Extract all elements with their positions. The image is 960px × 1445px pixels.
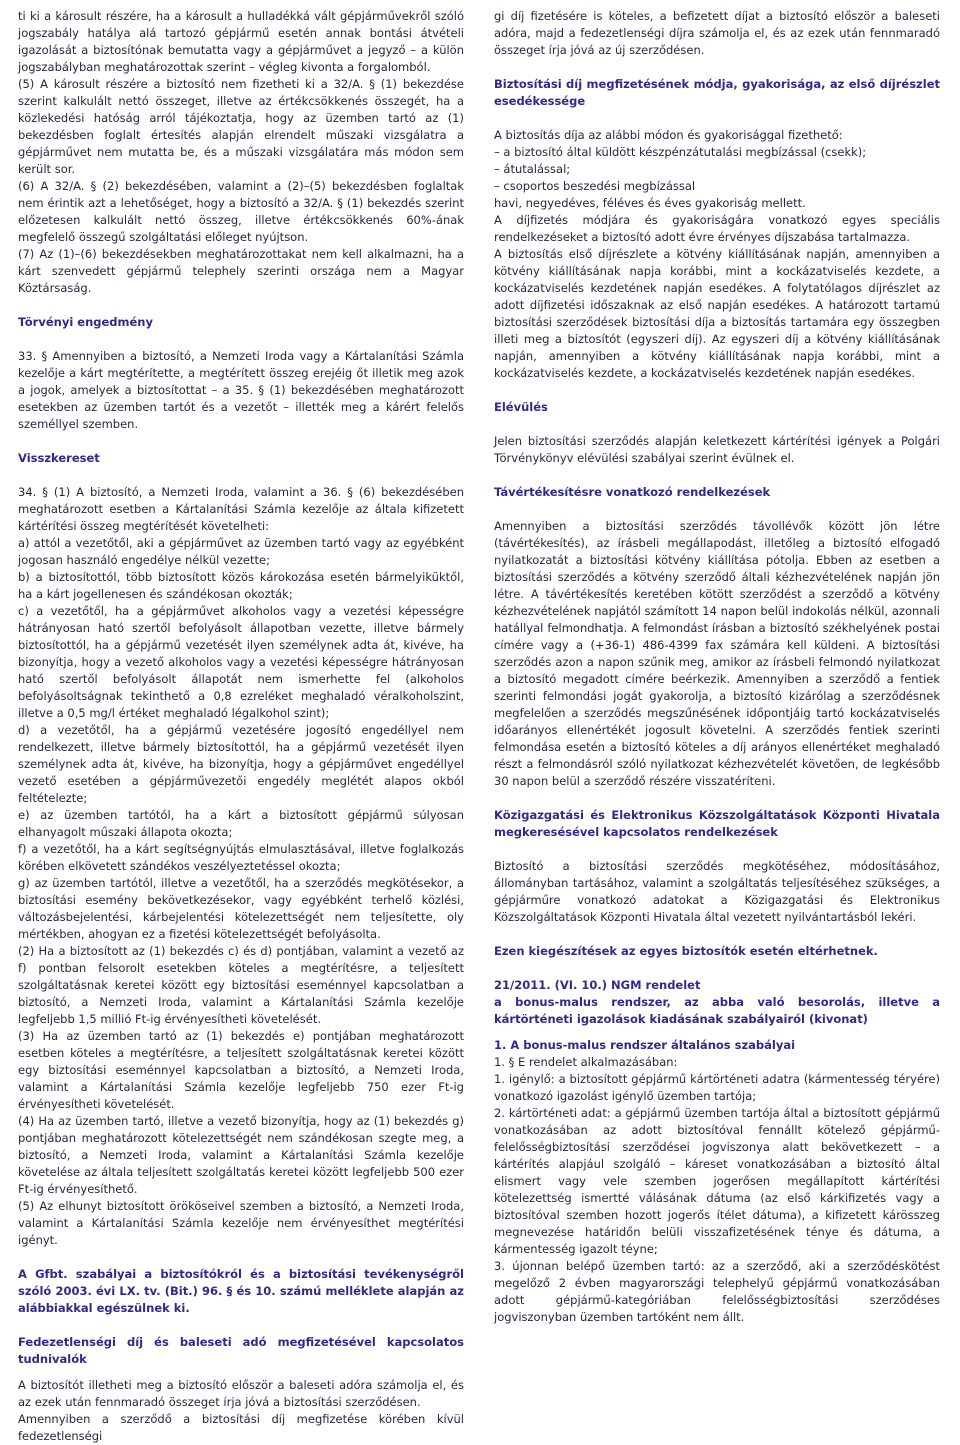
- heading-ngm-rendelet-cim: a bonus-malus rendszer, az abba való besorolás, illetve a kártörténeti igazolások kiadásának szabályairól (kivonat): [494, 995, 940, 1026]
- paragraph-34-4: (4) Ha az üzemben tartó, illetve a vezető bizonyítja, hogy az (1) bekezdés g) pontjában meghatározott kötelezettségét nem szándékosan szegte meg, a biztosító, a Nemzeti Iroda, valamint a Kártalanítási Számla kezelője követelése az általa teljesített szolgáltatás keretei között legfeljebb 500 ezer Ft-ig érvényesíthető.: [18, 1114, 464, 1196]
- paragraph-5: (5) A károsult részére a biztosító nem fizetheti ki a 32/A. § (1) bekezdése szerint kalkulált nettó összeget, illetve az értékcsökkenés összegét, ha a közlekedési hatóság arról tájékoztatja, hogy az üzemben tartó az (1) bekezdésben foglalt értesítés alapján elrendelt műszaki vizsgálatra a gépjárművet nem mutatta be, és a műszaki vizsgálatára más módon sem került sor.: [18, 77, 464, 176]
- paragraph-34-d: d) a vezetőtől, ha a gépjármű vezetésére jogosító engedéllyel nem rendelkezett, illetve bármely biztosítottól, ha a gépjármű vezetését ilyen személynek adta át, kivéve, ha bizonyítja, hogy a gépjárművet engedéllyel vezető esetében a gépjárművezetői engedély meglétét alapos okból feltételezte;: [18, 723, 464, 805]
- paragraph-dijfizetes: A biztosítás díja az alábbi módon és gyakorisággal fizethető:: [494, 128, 843, 142]
- heading-gfbt: A Gfbt. szabályai a biztosítókról és a biztosítási tevékenységről szóló 2003. évi LX. tv. (Bit.) 96. § és 10. számú melléklete alapján az alábbiakkal egészülnek ki.: [18, 1267, 464, 1315]
- heading-elevules: Elévülés: [494, 400, 548, 414]
- paragraph-34-5: (5) Az elhunyt biztosított örököseivel szemben a biztosító, a Nemzeti Iroda, valamint a Kártalanítási Számla kezelője nem érvényesíthet megtérítési igényt.: [18, 1199, 464, 1247]
- paragraph-elevules: Jelen biztosítási szerződés alapján keletkezett kártérítési igények a Polgári Törvénykönyv elévülési szabályai szerint évülnek el.: [494, 434, 940, 465]
- paragraph-34: 34. § (1) A biztosító, a Nemzeti Iroda, valamint a 36. § (6) bekezdésében meghatározott esetben a Kártalanítási Számla kezelője az általa kifizetett kártérítési összeg megtérítését követelheti:: [18, 485, 464, 533]
- list-item-atutalas: – átutalással;: [494, 162, 571, 176]
- paragraph-34-3: (3) Ha az üzemben tartó az (1) bekezdés e) pontjában meghatározott esetben köteles a megtérítésre, a teljesített szolgáltatásnak keretei között egy biztosítási eseménnyel kapcsolatban a biztosító, a Nemzeti Iroda, valamint a Kártalanítási Számla kezelője legfeljebb 750 ezer Ft-ig érvényesítheti követelését.: [18, 1029, 464, 1111]
- heading-torvenyi-engedmeny: Törvényi engedmény: [18, 315, 153, 329]
- paragraph-34-a: a) attól a vezetőtől, aki a gépjárművet az üzemben tartó vagy az egyébként jogosan használó engedélye nélkül vezette;: [18, 536, 464, 567]
- paragraph-34-f: f) a vezetőtől, ha a kárt segítségnyújtás elmulasztásával, illetve foglalkozás körében elkövetett szándékos veszélyeztetéssel okozta;: [18, 842, 464, 873]
- paragraph-1: 1. § E rendelet alkalmazásában:: [494, 1055, 678, 1069]
- paragraph-34-g: g) az üzemben tartótól, illetve a vezetőtől, ha a szerződés megkötésekor, a biztosítási esemény bekövetkezésekor, vagy egyébként terhelő közlési, változásbejelentési, kárbejelentési kötelezettségét nem teljesítette, oly mértékben, ahogyan ez a fizetési kötelezettségét befolyásolta.: [18, 876, 464, 941]
- paragraph-gyakorisag: havi, negyedéves, féléves és éves gyakoriság mellett.: [494, 196, 806, 210]
- paragraph-7: (7) Az (1)–(6) bekezdésekben meghatározottakat nem kell alkalmazni, ha a kárt szenvedett gépjármű telephely szerinti országa nem a Magyar Köztársaság.: [18, 247, 464, 295]
- paragraph-kekkh: Biztosító a biztosítási szerződés megkötéséhez, módosításához, állományban tartásához, valamint a szolgáltatás teljesítéséhez szükséges, a gépjárműre vonatkozó adatokat a Közigazgatási és Elektronikus Közszolgáltatások Központi Hivatala által vezetett nyilvántartásból lekéri.: [494, 859, 940, 924]
- paragraph-dijszabas: A díjfizetés módjára és gyakoriságára vonatkozó egyes speciális rendelkezéseket a biztosító adott évre érvényes díjszabása tartalmazza.: [494, 213, 940, 244]
- heading-dijfizetes: Biztosítási díj megfizetésének módja, gyakorisága, az első díjrészlet esedékessége: [494, 77, 940, 108]
- paragraph-fedezetlensegi-1: A biztosítót illetheti meg a biztosító először a baleseti adóra számolja el, és az ezek után fennmaradó összeget írja jóvá a biztosítási szerződésen.: [18, 1378, 464, 1409]
- paragraph-definition-1: 1. igénylő: a biztosított gépjármű kártörténeti adatra (kármentesség téryére) vonatkozó igazolást igénylő üzemben tartója;: [494, 1072, 940, 1103]
- paragraph-34-2: (2) Ha a biztosított az (1) bekezdés c) és d) pontjában, valamint a vezető az f) pontban felsorolt esetekben köteles a megtérítésre, a teljesített szolgáltatásnak keretei között egy biztosítási eseménnyel kapcsolatban a biztosító, a Nemzeti Iroda, valamint a Kártalanítási Számla kezelője legfeljebb 1,5 millió Ft-ig érvényesítheti követelését.: [18, 944, 464, 1026]
- paragraph-34-b: b) a biztosítottól, több biztosított közös károkozása esetén bármelyiküktől, ha a kárt jogellenesen és szándékosan okozták;: [18, 570, 464, 601]
- paragraph-34-e: e) az üzemben tartótól, ha a kárt a biztosított gépjármű súlyosan elhanyagolt műszaki állapota okozta;: [18, 808, 464, 839]
- paragraph-fedezetlensegi-2: Amennyiben a szerződő a biztosítási díj megfizetése körében kívül fedezetlenségi: [18, 1412, 464, 1443]
- right-column: [494, 8, 940, 1326]
- left-column: [18, 8, 464, 1445]
- list-item-csoportos: – csoportos beszedési megbízással: [494, 179, 696, 193]
- list-item-csekk: – a biztosító által küldött készpénzátutalási megbízással (csekk);: [494, 145, 867, 159]
- paragraph-intro: ti ki a károsult részére, ha a károsult a hulladékká vált gépjárművekről szóló jogszabály hatálya alá tartozó gépjármű esetén annak bontási átvételi igazolását a biztosítónak bemutatta vagy a gépjárművet a jegyző – a külön jogszabályban meghatározottak szerint – végleg kivonta a forgalomból.: [18, 9, 464, 74]
- paragraph-continuation: gi díj fizetésére is köteles, a befizetett díjat a biztosító először a baleseti adóra, majd a fedezetlenségi díjra számolja el, és az ezek után fennmaradó összeget írja jóvá az új szerződésen.: [494, 9, 940, 57]
- heading-ngm-rendelet: 21/2011. (VI. 10.) NGM rendelet: [494, 978, 701, 992]
- paragraph-6: (6) A 32/A. § (2) bekezdésében, valamint a (2)–(5) bekezdésben foglaltak nem érintik azt a lehetőséget, hogy a biztosító a 32/A. § (1) bekezdés szerint előzetesen kalkulált nettó összeg, illetve értékcsökkenés 60%-ának megfelelő összegű szolgáltatási előleget nyújtson.: [18, 179, 464, 244]
- heading-visszkereset: Visszkereset: [18, 451, 100, 465]
- heading-tavertekesites: Távértékesítésre vonatkozó rendelkezések: [494, 485, 771, 499]
- paragraph-33: 33. § Amennyiben a biztosító, a Nemzeti Iroda vagy a Kártalanítási Számla kezelője a kárt megtérítette, a megtérített összeg erejéig őt illetik meg azok a jogok, amelyek a biztosítottat – a 35. § (1) bekezdésében meghatározott esetekben az üzemben tartót és a vezetőt – illették meg a kárért felelős személlyel szemben.: [18, 349, 464, 431]
- paragraph-definition-3: 3. újonnan belépő üzemben tartó: az a szerződő, aki a szerződéskötést megelőző 2 évben magyarországi telephelyű gépjármű vonatkozásában adott gépjármű-kategóriában felelősségbiztosítási szerződéses jogviszonyban üzemben tartóként nem állt.: [494, 1259, 940, 1324]
- heading-bonus-malus: 1. A bonus-malus rendszer általános szabályai: [494, 1038, 796, 1052]
- paragraph-esedekesseg: A biztosítás első díjrészlete a kötvény kiállításának napján, amennyiben a kötvény kiállításának napja korábbi, mint a kockázatviselés kezdete, a kockázatviselés kezdetének napján esedékes. A folytatólagos díjrészlet az adott díjfizetési időszaknak az első napján esedékes. A határozott tartamú biztosítási szerződések biztosítási díja a biztosítás tartamára egy összegben illeti meg a biztosítót (egyszeri díj). Az egyszeri díj a kötvény kiállításának napján, amennyiben a kötvény kiállításának napja korábbi, mint a kockázatviselés kezdete, a kockázatviselés kezdetének napján esedékes.: [494, 247, 940, 380]
- paragraph-34-c: c) a vezetőtől, ha a gépjárművet alkoholos vagy a vezetési képességre hátrányosan ható szertől befolyásolt állapotban vezette, illetve bármely biztosítottól, ha a gépjármű vezetését ilyen személynek adta át, kivéve, ha bizonyítja, hogy a vezető alkoholos vagy a vezetési képességre hátrányosan ható szertől befolyásolt állapotát nem ismerhette fel (alkoholos befolyásoltságnak tekinthető a 0,8 ezreléket meghaladó véralkoholszint, illetve a 0,5 mg/l értéket meghaladó légalkohol szint);: [18, 604, 464, 720]
- paragraph-tavertekesites: Amennyiben a biztosítási szerződés távollévők között jön létre (távértékesítés), az írásbeli megállapodást, illetőleg a biztosító elfogadó nyilatkozatát a biztosítási kötvény kiállítása pótolja. Ebben az esetben a biztosítási szerződés a kötvény szerződő általi kézhezvételének napján jön létre. A távértékesítés keretében kötött szerződést a szerződő a kötvény kézhezvételének napjától számított 14 napon belül indokolás nélkül, azonnali hatállyal felmondhatja. A felmondást írásban a biztosító székhelyének postai címére vagy a (+36-1) 486-4399 fax számára kell küldeni. A biztosítási szerződés azon a napon szűnik meg, amikor az írásbeli felmondó nyilatkozat a biztosító megadott címére beérkezik. Amennyiben a szerződő a fentiek szerinti felmondási jogát gyakorolja, a biztosító kizárólag a szerződésnek megfelelően a szerződés megszűnésének időpontjáig tartó kockázatviselés időarányos ellenértékét jogosult követelni. A szerződés fentiek szerinti felmondása esetén a biztosító köteles a díj arányos ellenértéket meghaladó részt a felmondásról szóló nyilatkozat kézhezvételét követően, de legkésőbb 30 napon belül a szerződő részére visszatéríteni.: [494, 519, 940, 788]
- heading-fedezetlensegi-dij: Fedezetlenségi díj és baleseti adó megfizetésével kapcsolatos tudnivalók: [18, 1335, 464, 1366]
- paragraph-definition-2: 2. kártörténeti adat: a gépjármű üzemben tartója által a biztosított gépjármű vonatkozásában az adott biztosítóval fennállt kötelező gépjármű-felelősségbiztosítási szerződései jogviszonya alatt bekövetkezett – a kártérítés alapjául szolgáló – káreset vonatkozásában a biztosító által elismert vagy vele szemben jogerősen megállapított kártérítési kötelezettség ismertté válásának dátuma (az első kárkifizetés vagy a biztosítóval szemben hozott jogerős ítélet dátuma), a kifizetett kárösszeg megnevezése határidőn belüli visszafizetésének ténye és dátuma, a kármentesség igazolt téyne;: [494, 1106, 940, 1256]
- heading-ezen-kiegeszitesek: Ezen kiegészítések az egyes biztosítók esetén eltérhetnek.: [494, 944, 878, 958]
- heading-kekkh: Közigazgatási és Elektronikus Közszolgáltatások Központi Hivatala megkeresésével kapcsolatos rendelkezések: [494, 808, 940, 839]
